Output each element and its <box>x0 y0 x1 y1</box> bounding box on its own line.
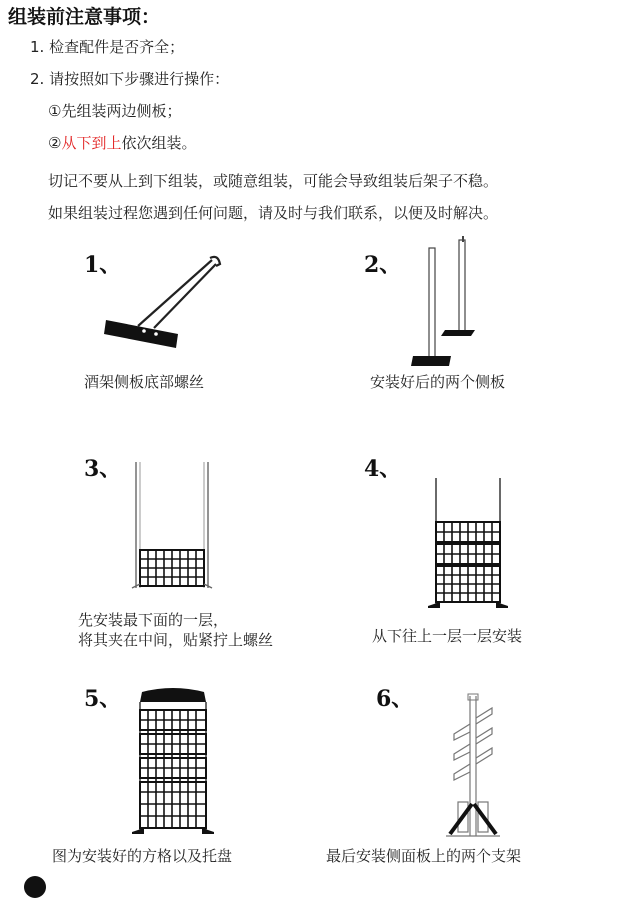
substep-1: ①先组装两边侧板； <box>48 102 182 120</box>
step-5-number: 5、 <box>84 686 122 712</box>
step-2-two-panels-illustration <box>405 236 495 370</box>
instruction-item-1: 1. 检查配件是否齐全； <box>30 38 185 56</box>
step-1-caption: 酒架侧板底部螺丝 <box>84 373 205 391</box>
contact-note: 如果组装过程您遇到任何问题，请及时与我们联系，以便及时解决。 <box>48 204 499 222</box>
step-3-number: 3、 <box>84 456 122 482</box>
step-3-caption-line-1: 先安装最下面的一层， <box>78 611 229 629</box>
step-4-caption: 从下往上一层一层安装 <box>372 627 523 645</box>
step-3-caption-line-2: 将其夹在中间，贴紧拧上螺丝 <box>78 631 274 649</box>
step-6-number: 6、 <box>376 686 414 712</box>
step-2-number: 2、 <box>364 252 402 278</box>
step-6-side-brackets-illustration <box>432 694 522 844</box>
bullet-circle-icon <box>24 876 46 898</box>
substep-2-prefix: ② <box>48 134 62 152</box>
substep-2 <box>48 132 196 153</box>
substep-2-highlight: 从下到上 <box>61 134 122 152</box>
step-5-caption: 图为安装好的方格以及托盘 <box>52 847 233 865</box>
step-1-number: 1、 <box>84 252 122 278</box>
step-6-caption: 最后安装侧面板上的两个支架 <box>326 847 522 865</box>
step-1-side-panel-illustration <box>100 252 230 362</box>
step-5-complete-rack-illustration <box>128 684 218 840</box>
step-3-bottom-layer-illustration <box>124 458 224 594</box>
step-4-stacked-layers-illustration <box>424 474 514 614</box>
warning-note: 切记不要从上到下组装，或随意组装，可能会导致组装后架子不稳。 <box>48 172 499 190</box>
page-title: 组装前注意事项： <box>8 6 161 28</box>
step-4-number: 4、 <box>364 456 402 482</box>
instruction-item-2: 2. 请按照如下步骤进行操作： <box>30 70 230 88</box>
step-2-caption: 安装好后的两个侧板 <box>370 373 506 391</box>
substep-2-suffix: 依次组装。 <box>121 134 197 152</box>
